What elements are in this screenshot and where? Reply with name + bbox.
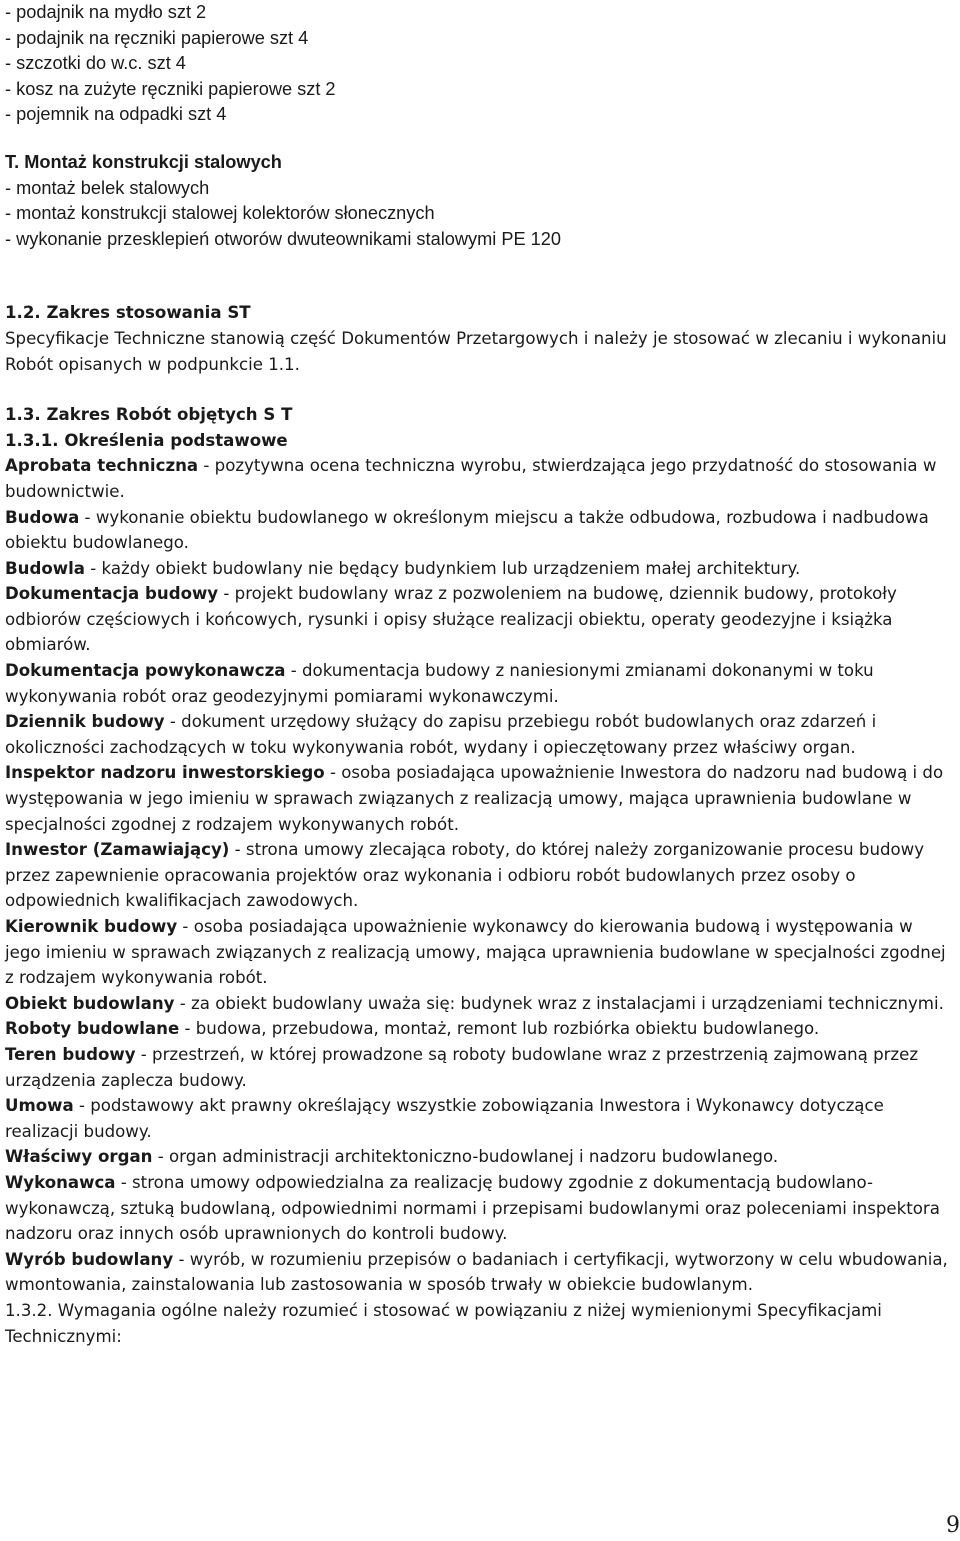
definition <box>5 1144 950 1170</box>
definition <box>5 658 950 709</box>
definition-text: - każdy obiekt budowlany nie będący budynkiem lub urządzeniem małej architektury. <box>84 558 801 578</box>
definition-text: - dokumentacja budowy z naniesionymi zmianami dokonanymi w toku wykonywania robót oraz geodezyjnymi pomiarami wykonawczymi. <box>5 661 874 706</box>
definition-text: - wykonanie obiektu budowlanego w określonym miejscu a także odbudowa, rozbudowa i nadbudowa obiektu budowlanego. <box>5 507 929 553</box>
definition <box>5 914 950 991</box>
definition-text: - przestrzeń, w której prowadzone są roboty budowlane wraz z przestrzenią zajmowaną przez urządzenia zaplecza budowy. <box>5 1044 919 1090</box>
document-page <box>5 0 950 1349</box>
definition <box>5 556 950 582</box>
list-item: - podajnik na ręczniki papierowe szt 4 <box>5 27 309 48</box>
definition <box>5 581 950 658</box>
definition <box>5 1042 950 1093</box>
definition <box>5 1247 950 1298</box>
definition-term: Wyrób budowlany <box>5 1249 174 1269</box>
list-item: - szczotki do w.c. szt 4 <box>5 53 186 74</box>
definition-term: Inwestor (Zamawiający) <box>5 840 230 860</box>
list-item: - montaż belek stalowych <box>5 177 210 198</box>
definition-term: Właściwy organ <box>5 1147 153 1167</box>
definition-text: - podstawowy akt prawny określający wszystkie zobowiązania Inwestora i Wykonawcy dotyczące realizacji budowy. <box>5 1096 884 1141</box>
list-item: - pojemnik na odpadki szt 4 <box>5 104 227 125</box>
section-1-3-1-heading: 1.3.1. Określenia podstawowe <box>5 430 288 450</box>
definition-text: - dokument urzędowy służący do zapisu przebiegu robót budowlanych oraz zdarzeń i okoliczności zachodzących w toku wykonywania robót, wydany i opieczętowany przez właściwy organ. <box>5 712 877 757</box>
section-1-3 <box>5 402 950 453</box>
definition-term: Dokumentacja powykonawcza <box>5 661 286 681</box>
page-number: 9 <box>946 1513 960 1538</box>
definition-term: Inspektor nadzoru inwestorskiego <box>5 763 325 783</box>
definition-text: - strona umowy zlecająca roboty, do której należy zorganizowanie procesu budowy przez zapewnienie opracowania projektów oraz wykonania i odbioru robót budowlanych przez osoby o odpowiednich kwalifikacjach zawodowych. <box>5 840 925 911</box>
definition <box>5 760 950 837</box>
definition-term: Budowla <box>5 558 85 578</box>
definition-text: - osoba posiadająca upoważnienie wykonawcy do kierowania budową i występowania w jego imieniu w sprawach związanych z realizacją umowy, mająca uprawnienia budowlane w specjalności zgodnej z rodzajem wykonywania robót. <box>5 917 946 988</box>
top-list <box>5 0 950 128</box>
definition-term: Roboty budowlane <box>5 1019 180 1039</box>
definition-text: - budowa, przebudowa, montaż, remont lub rozbiórka obiektu budowlanego. <box>179 1019 820 1039</box>
definition-term: Budowa <box>5 507 80 527</box>
definition-term: Teren budowy <box>5 1044 136 1064</box>
list-item: - podajnik na mydło szt 2 <box>5 2 207 22</box>
definition <box>5 709 950 760</box>
definition-term: Kierownik budowy <box>5 917 178 936</box>
list-item: - wykonanie przesklepień otworów dwuteownikami stalowymi PE 120 <box>5 228 561 249</box>
definition-term: Aprobata techniczna <box>5 456 199 476</box>
definition-term: Dziennik budowy <box>5 712 165 732</box>
definition-text: - strona umowy odpowiedzialna za realizację budowy zgodnie z dokumentacją budowlano-wykonawczą, sztuką budowlaną, odpowiednimi normami i przepisami budowlanymi oraz poleceniami inspektora nadzoru oraz innych osób uprawnionych do kontroli budowy. <box>5 1172 940 1244</box>
section-1-2 <box>5 300 950 377</box>
definition <box>5 1093 950 1144</box>
definition <box>5 991 950 1017</box>
definition-text: - osoba posiadająca upoważnienie Inwestora do nadzoru nad budową i do występowania w jego imieniu w sprawach związanych z realizacją umowy, mająca uprawnienia budowlane w specjalności zgodnej z rodzajem wykonywanych robót. <box>5 763 944 834</box>
definition <box>5 1016 950 1042</box>
section-t <box>5 150 950 252</box>
section-1-2-text: Specyfikacje Techniczne stanowią część Dokumentów Przetargowych i należy je stosować w zlecaniu i wykonaniu Robót opisanych w podpunkcie 1.1. <box>5 328 947 374</box>
section-1-2-heading: 1.2. Zakres stosowania ST <box>5 303 251 323</box>
definition-text: - organ administracji architektoniczno-budowlanej i nadzoru budowlanego. <box>152 1147 779 1167</box>
definition-text: - za obiekt budowlany uważa się: budynek wraz z instalacjami i urządzeniami technicznymi. <box>174 993 944 1013</box>
definition <box>5 837 950 914</box>
definition-term: Dokumentacja budowy <box>5 584 219 604</box>
definition-text: - projekt budowlany wraz z pozwoleniem na budowę, dziennik budowy, protokoły odbiorów częściowych i końcowych, rysunki i opisy służące realizacji obiektu, operaty geodezyjne i książka obmiarów. <box>5 584 897 655</box>
definition <box>5 453 950 504</box>
definition <box>5 505 950 556</box>
definition-text: - pozytywna ocena techniczna wyrobu, stwierdzająca jego przydatność do stosowania w budownictwie. <box>5 456 937 501</box>
definition-text: - wyrób, w rozumieniu przepisów o badaniach i certyfikacji, wytworzony w celu wbudowania, wmontowania, zainstalowania lub zastosowania w sposób trwały w obiekcie budowlanym. <box>5 1249 948 1295</box>
definition-term: Obiekt budowlany <box>5 993 175 1013</box>
section-1-3-heading: 1.3. Zakres Robót objętych S T <box>5 405 293 425</box>
section-1-3-2-text: 1.3.2. Wymagania ogólne należy rozumieć i stosować w powiązaniu z niżej wymienionymi Specyfikacjami Technicznymi: <box>5 1300 882 1346</box>
definition-term: Wykonawca <box>5 1172 116 1192</box>
definition <box>5 1170 950 1247</box>
list-item: - montaż konstrukcji stalowej kolektorów słonecznych <box>5 203 435 224</box>
definitions-list <box>5 453 950 1298</box>
definition-term: Umowa <box>5 1096 74 1116</box>
section-t-title: T. Montaż konstrukcji stalowych <box>5 151 282 172</box>
list-item: - kosz na zużyte ręczniki papierowe szt 2 <box>5 78 336 99</box>
